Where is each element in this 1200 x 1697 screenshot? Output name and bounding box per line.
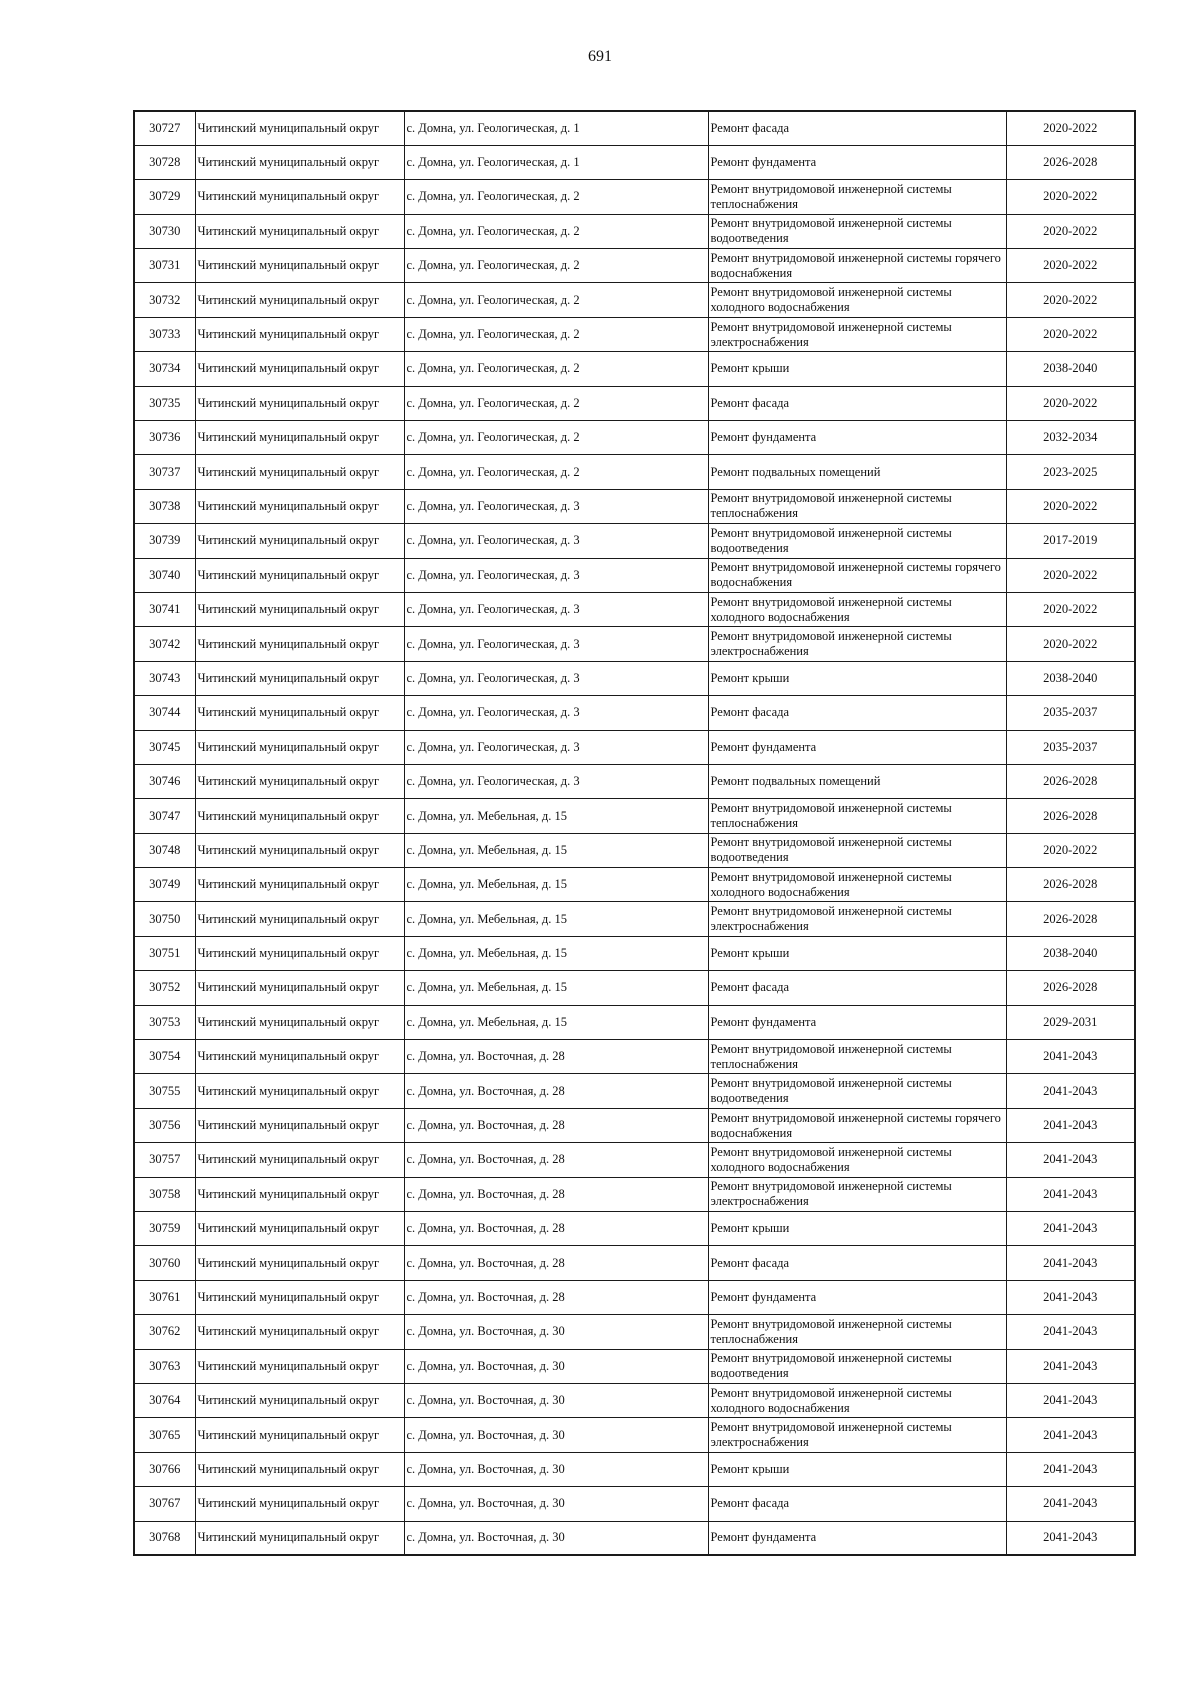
work-type-cell: Ремонт фасада xyxy=(708,1487,1006,1521)
work-type-cell: Ремонт внутридомовой инженерной системы холодного водоснабжения xyxy=(708,283,1006,317)
district-cell: Читинский муниципальный округ xyxy=(195,180,404,214)
row-number-cell: 30751 xyxy=(134,936,195,970)
address-cell: с. Домна, ул. Геологическая, д. 2 xyxy=(404,214,708,248)
work-type-cell: Ремонт фасада xyxy=(708,1246,1006,1280)
period-cell: 2020-2022 xyxy=(1006,249,1135,283)
row-number-cell: 30757 xyxy=(134,1143,195,1177)
work-type-cell: Ремонт фундамента xyxy=(708,421,1006,455)
address-cell: с. Домна, ул. Восточная, д. 28 xyxy=(404,1143,708,1177)
period-cell: 2038-2040 xyxy=(1006,661,1135,695)
period-cell: 2020-2022 xyxy=(1006,317,1135,351)
work-type-cell: Ремонт внутридомовой инженерной системы теплоснабжения xyxy=(708,1315,1006,1349)
work-type-cell: Ремонт фасада xyxy=(708,696,1006,730)
address-cell: с. Домна, ул. Мебельная, д. 15 xyxy=(404,971,708,1005)
table-row xyxy=(134,1177,1135,1211)
district-cell: Читинский муниципальный округ xyxy=(195,936,404,970)
work-type-cell: Ремонт внутридомовой инженерной системы водоотведения xyxy=(708,1349,1006,1383)
address-cell: с. Домна, ул. Геологическая, д. 2 xyxy=(404,180,708,214)
address-cell: с. Домна, ул. Восточная, д. 30 xyxy=(404,1452,708,1486)
period-cell: 2035-2037 xyxy=(1006,696,1135,730)
table-row xyxy=(134,317,1135,351)
table-row xyxy=(134,971,1135,1005)
row-number-cell: 30736 xyxy=(134,421,195,455)
period-cell: 2020-2022 xyxy=(1006,180,1135,214)
row-number-cell: 30765 xyxy=(134,1418,195,1452)
row-number-cell: 30753 xyxy=(134,1005,195,1039)
address-cell: с. Домна, ул. Геологическая, д. 1 xyxy=(404,145,708,179)
row-number-cell: 30735 xyxy=(134,386,195,420)
period-cell: 2041-2043 xyxy=(1006,1108,1135,1142)
row-number-cell: 30738 xyxy=(134,489,195,523)
row-number-cell: 30746 xyxy=(134,764,195,798)
period-cell: 2041-2043 xyxy=(1006,1280,1135,1314)
address-cell: с. Домна, ул. Геологическая, д. 2 xyxy=(404,317,708,351)
district-cell: Читинский муниципальный округ xyxy=(195,1521,404,1555)
table-row xyxy=(134,1487,1135,1521)
table-row xyxy=(134,1143,1135,1177)
district-cell: Читинский муниципальный округ xyxy=(195,421,404,455)
work-type-cell: Ремонт внутридомовой инженерной системы теплоснабжения xyxy=(708,180,1006,214)
row-number-cell: 30727 xyxy=(134,111,195,145)
period-cell: 2041-2043 xyxy=(1006,1349,1135,1383)
period-cell: 2041-2043 xyxy=(1006,1487,1135,1521)
district-cell: Читинский муниципальный округ xyxy=(195,1246,404,1280)
period-cell: 2041-2043 xyxy=(1006,1315,1135,1349)
address-cell: с. Домна, ул. Восточная, д. 28 xyxy=(404,1212,708,1246)
row-number-cell: 30741 xyxy=(134,592,195,626)
row-number-cell: 30755 xyxy=(134,1074,195,1108)
district-cell: Читинский муниципальный округ xyxy=(195,1418,404,1452)
district-cell: Читинский муниципальный округ xyxy=(195,1108,404,1142)
row-number-cell: 30731 xyxy=(134,249,195,283)
period-cell: 2041-2043 xyxy=(1006,1246,1135,1280)
work-type-cell: Ремонт внутридомовой инженерной системы электроснабжения xyxy=(708,1418,1006,1452)
work-type-cell: Ремонт внутридомовой инженерной системы горячего водоснабжения xyxy=(708,1108,1006,1142)
work-type-cell: Ремонт внутридомовой инженерной системы теплоснабжения xyxy=(708,799,1006,833)
district-cell: Читинский муниципальный округ xyxy=(195,696,404,730)
district-cell: Читинский муниципальный округ xyxy=(195,627,404,661)
table-row xyxy=(134,1315,1135,1349)
row-number-cell: 30742 xyxy=(134,627,195,661)
table-row xyxy=(134,352,1135,386)
work-type-cell: Ремонт фундамента xyxy=(708,730,1006,764)
row-number-cell: 30733 xyxy=(134,317,195,351)
district-cell: Читинский муниципальный округ xyxy=(195,1315,404,1349)
address-cell: с. Домна, ул. Геологическая, д. 3 xyxy=(404,524,708,558)
district-cell: Читинский муниципальный округ xyxy=(195,1074,404,1108)
address-cell: с. Домна, ул. Геологическая, д. 3 xyxy=(404,592,708,626)
table-row xyxy=(134,592,1135,626)
table-row xyxy=(134,902,1135,936)
table-row xyxy=(134,421,1135,455)
table-row xyxy=(134,1005,1135,1039)
row-number-cell: 30761 xyxy=(134,1280,195,1314)
row-number-cell: 30730 xyxy=(134,214,195,248)
work-type-cell: Ремонт внутридомовой инженерной системы теплоснабжения xyxy=(708,489,1006,523)
work-type-cell: Ремонт внутридомовой инженерной системы холодного водоснабжения xyxy=(708,868,1006,902)
table-row xyxy=(134,1521,1135,1555)
work-type-cell: Ремонт фундамента xyxy=(708,1005,1006,1039)
row-number-cell: 30760 xyxy=(134,1246,195,1280)
repair-schedule-table xyxy=(133,110,1136,1556)
period-cell: 2020-2022 xyxy=(1006,627,1135,661)
table-row xyxy=(134,111,1135,145)
table-row xyxy=(134,386,1135,420)
row-number-cell: 30749 xyxy=(134,868,195,902)
address-cell: с. Домна, ул. Геологическая, д. 3 xyxy=(404,730,708,764)
table-row xyxy=(134,696,1135,730)
period-cell: 2041-2043 xyxy=(1006,1383,1135,1417)
table-row xyxy=(134,249,1135,283)
address-cell: с. Домна, ул. Восточная, д. 28 xyxy=(404,1074,708,1108)
table-row xyxy=(134,1452,1135,1486)
period-cell: 2041-2043 xyxy=(1006,1074,1135,1108)
work-type-cell: Ремонт крыши xyxy=(708,936,1006,970)
row-number-cell: 30744 xyxy=(134,696,195,730)
work-type-cell: Ремонт крыши xyxy=(708,1212,1006,1246)
table-row xyxy=(134,1349,1135,1383)
table-row xyxy=(134,180,1135,214)
work-type-cell: Ремонт внутридомовой инженерной системы электроснабжения xyxy=(708,1177,1006,1211)
period-cell: 2020-2022 xyxy=(1006,592,1135,626)
period-cell: 2020-2022 xyxy=(1006,111,1135,145)
address-cell: с. Домна, ул. Геологическая, д. 3 xyxy=(404,661,708,695)
address-cell: с. Домна, ул. Восточная, д. 28 xyxy=(404,1280,708,1314)
period-cell: 2041-2043 xyxy=(1006,1521,1135,1555)
table-row xyxy=(134,1108,1135,1142)
table-row xyxy=(134,558,1135,592)
row-number-cell: 30752 xyxy=(134,971,195,1005)
district-cell: Читинский муниципальный округ xyxy=(195,661,404,695)
row-number-cell: 30728 xyxy=(134,145,195,179)
address-cell: с. Домна, ул. Восточная, д. 28 xyxy=(404,1108,708,1142)
district-cell: Читинский муниципальный округ xyxy=(195,455,404,489)
address-cell: с. Домна, ул. Геологическая, д. 2 xyxy=(404,249,708,283)
work-type-cell: Ремонт внутридомовой инженерной системы электроснабжения xyxy=(708,627,1006,661)
work-type-cell: Ремонт крыши xyxy=(708,661,1006,695)
address-cell: с. Домна, ул. Геологическая, д. 3 xyxy=(404,764,708,798)
period-cell: 2020-2022 xyxy=(1006,489,1135,523)
work-type-cell: Ремонт внутридомовой инженерной системы горячего водоснабжения xyxy=(708,249,1006,283)
table-row xyxy=(134,730,1135,764)
table-body xyxy=(134,111,1135,1555)
row-number-cell: 30767 xyxy=(134,1487,195,1521)
address-cell: с. Домна, ул. Мебельная, д. 15 xyxy=(404,902,708,936)
work-type-cell: Ремонт фундамента xyxy=(708,1280,1006,1314)
period-cell: 2020-2022 xyxy=(1006,833,1135,867)
work-type-cell: Ремонт внутридомовой инженерной системы холодного водоснабжения xyxy=(708,592,1006,626)
row-number-cell: 30768 xyxy=(134,1521,195,1555)
row-number-cell: 30763 xyxy=(134,1349,195,1383)
table-row xyxy=(134,661,1135,695)
address-cell: с. Домна, ул. Мебельная, д. 15 xyxy=(404,868,708,902)
work-type-cell: Ремонт фундамента xyxy=(708,1521,1006,1555)
address-cell: с. Домна, ул. Восточная, д. 30 xyxy=(404,1315,708,1349)
work-type-cell: Ремонт внутридомовой инженерной системы горячего водоснабжения xyxy=(708,558,1006,592)
address-cell: с. Домна, ул. Мебельная, д. 15 xyxy=(404,833,708,867)
period-cell: 2038-2040 xyxy=(1006,936,1135,970)
district-cell: Читинский муниципальный округ xyxy=(195,1143,404,1177)
table-row xyxy=(134,1280,1135,1314)
table-row xyxy=(134,455,1135,489)
table-row xyxy=(134,1246,1135,1280)
row-number-cell: 30734 xyxy=(134,352,195,386)
table-row xyxy=(134,936,1135,970)
address-cell: с. Домна, ул. Восточная, д. 30 xyxy=(404,1487,708,1521)
address-cell: с. Домна, ул. Восточная, д. 30 xyxy=(404,1349,708,1383)
period-cell: 2041-2043 xyxy=(1006,1418,1135,1452)
district-cell: Читинский муниципальный округ xyxy=(195,489,404,523)
row-number-cell: 30754 xyxy=(134,1040,195,1074)
district-cell: Читинский муниципальный округ xyxy=(195,386,404,420)
address-cell: с. Домна, ул. Геологическая, д. 2 xyxy=(404,352,708,386)
period-cell: 2041-2043 xyxy=(1006,1212,1135,1246)
district-cell: Читинский муниципальный округ xyxy=(195,317,404,351)
table-row xyxy=(134,1212,1135,1246)
period-cell: 2020-2022 xyxy=(1006,558,1135,592)
work-type-cell: Ремонт внутридомовой инженерной системы водоотведения xyxy=(708,1074,1006,1108)
row-number-cell: 30758 xyxy=(134,1177,195,1211)
district-cell: Читинский муниципальный округ xyxy=(195,1005,404,1039)
table-row xyxy=(134,283,1135,317)
period-cell: 2041-2043 xyxy=(1006,1452,1135,1486)
district-cell: Читинский муниципальный округ xyxy=(195,1040,404,1074)
district-cell: Читинский муниципальный округ xyxy=(195,111,404,145)
district-cell: Читинский муниципальный округ xyxy=(195,214,404,248)
work-type-cell: Ремонт внутридомовой инженерной системы водоотведения xyxy=(708,524,1006,558)
table-row xyxy=(134,214,1135,248)
district-cell: Читинский муниципальный округ xyxy=(195,145,404,179)
table-row xyxy=(134,1383,1135,1417)
row-number-cell: 30764 xyxy=(134,1383,195,1417)
period-cell: 2020-2022 xyxy=(1006,283,1135,317)
work-type-cell: Ремонт внутридомовой инженерной системы водоотведения xyxy=(708,214,1006,248)
table-row xyxy=(134,145,1135,179)
district-cell: Читинский муниципальный округ xyxy=(195,764,404,798)
page-number: 691 xyxy=(588,48,612,65)
address-cell: с. Домна, ул. Геологическая, д. 3 xyxy=(404,558,708,592)
table-row xyxy=(134,799,1135,833)
table-row xyxy=(134,627,1135,661)
district-cell: Читинский муниципальный округ xyxy=(195,971,404,1005)
district-cell: Читинский муниципальный округ xyxy=(195,249,404,283)
row-number-cell: 30729 xyxy=(134,180,195,214)
district-cell: Читинский муниципальный округ xyxy=(195,1177,404,1211)
period-cell: 2026-2028 xyxy=(1006,145,1135,179)
row-number-cell: 30750 xyxy=(134,902,195,936)
address-cell: с. Домна, ул. Геологическая, д. 2 xyxy=(404,455,708,489)
row-number-cell: 30732 xyxy=(134,283,195,317)
address-cell: с. Домна, ул. Мебельная, д. 15 xyxy=(404,799,708,833)
district-cell: Читинский муниципальный округ xyxy=(195,592,404,626)
address-cell: с. Домна, ул. Геологическая, д. 1 xyxy=(404,111,708,145)
district-cell: Читинский муниципальный округ xyxy=(195,799,404,833)
district-cell: Читинский муниципальный округ xyxy=(195,1280,404,1314)
row-number-cell: 30737 xyxy=(134,455,195,489)
row-number-cell: 30739 xyxy=(134,524,195,558)
address-cell: с. Домна, ул. Геологическая, д. 2 xyxy=(404,421,708,455)
table-row xyxy=(134,524,1135,558)
district-cell: Читинский муниципальный округ xyxy=(195,868,404,902)
period-cell: 2041-2043 xyxy=(1006,1040,1135,1074)
work-type-cell: Ремонт фасада xyxy=(708,111,1006,145)
table-row xyxy=(134,764,1135,798)
period-cell: 2023-2025 xyxy=(1006,455,1135,489)
table-row xyxy=(134,1040,1135,1074)
address-cell: с. Домна, ул. Восточная, д. 30 xyxy=(404,1418,708,1452)
district-cell: Читинский муниципальный округ xyxy=(195,1212,404,1246)
period-cell: 2032-2034 xyxy=(1006,421,1135,455)
work-type-cell: Ремонт подвальных помещений xyxy=(708,764,1006,798)
work-type-cell: Ремонт внутридомовой инженерной системы холодного водоснабжения xyxy=(708,1383,1006,1417)
period-cell: 2026-2028 xyxy=(1006,764,1135,798)
row-number-cell: 30762 xyxy=(134,1315,195,1349)
period-cell: 2026-2028 xyxy=(1006,799,1135,833)
row-number-cell: 30756 xyxy=(134,1108,195,1142)
district-cell: Читинский муниципальный округ xyxy=(195,1383,404,1417)
period-cell: 2020-2022 xyxy=(1006,386,1135,420)
work-type-cell: Ремонт фундамента xyxy=(708,145,1006,179)
district-cell: Читинский муниципальный округ xyxy=(195,1452,404,1486)
district-cell: Читинский муниципальный округ xyxy=(195,1487,404,1521)
address-cell: с. Домна, ул. Геологическая, д. 3 xyxy=(404,696,708,730)
row-number-cell: 30745 xyxy=(134,730,195,764)
address-cell: с. Домна, ул. Восточная, д. 30 xyxy=(404,1383,708,1417)
period-cell: 2017-2019 xyxy=(1006,524,1135,558)
district-cell: Читинский муниципальный округ xyxy=(195,283,404,317)
period-cell: 2041-2043 xyxy=(1006,1177,1135,1211)
district-cell: Читинский муниципальный округ xyxy=(195,902,404,936)
address-cell: с. Домна, ул. Геологическая, д. 2 xyxy=(404,386,708,420)
district-cell: Читинский муниципальный округ xyxy=(195,352,404,386)
district-cell: Читинский муниципальный округ xyxy=(195,833,404,867)
work-type-cell: Ремонт крыши xyxy=(708,352,1006,386)
period-cell: 2035-2037 xyxy=(1006,730,1135,764)
work-type-cell: Ремонт внутридомовой инженерной системы холодного водоснабжения xyxy=(708,1143,1006,1177)
table-row xyxy=(134,833,1135,867)
period-cell: 2041-2043 xyxy=(1006,1143,1135,1177)
work-type-cell: Ремонт крыши xyxy=(708,1452,1006,1486)
table-row xyxy=(134,489,1135,523)
row-number-cell: 30759 xyxy=(134,1212,195,1246)
work-type-cell: Ремонт внутридомовой инженерной системы водоотведения xyxy=(708,833,1006,867)
address-cell: с. Домна, ул. Геологическая, д. 3 xyxy=(404,489,708,523)
district-cell: Читинский муниципальный округ xyxy=(195,730,404,764)
row-number-cell: 30747 xyxy=(134,799,195,833)
address-cell: с. Домна, ул. Восточная, д. 30 xyxy=(404,1521,708,1555)
district-cell: Читинский муниципальный округ xyxy=(195,524,404,558)
period-cell: 2026-2028 xyxy=(1006,902,1135,936)
address-cell: с. Домна, ул. Мебельная, д. 15 xyxy=(404,1005,708,1039)
row-number-cell: 30766 xyxy=(134,1452,195,1486)
work-type-cell: Ремонт внутридомовой инженерной системы электроснабжения xyxy=(708,902,1006,936)
row-number-cell: 30743 xyxy=(134,661,195,695)
table-row xyxy=(134,1074,1135,1108)
work-type-cell: Ремонт внутридомовой инженерной системы электроснабжения xyxy=(708,317,1006,351)
address-cell: с. Домна, ул. Мебельная, д. 15 xyxy=(404,936,708,970)
work-type-cell: Ремонт внутридомовой инженерной системы теплоснабжения xyxy=(708,1040,1006,1074)
period-cell: 2026-2028 xyxy=(1006,971,1135,1005)
district-cell: Читинский муниципальный округ xyxy=(195,558,404,592)
row-number-cell: 30748 xyxy=(134,833,195,867)
address-cell: с. Домна, ул. Восточная, д. 28 xyxy=(404,1040,708,1074)
address-cell: с. Домна, ул. Геологическая, д. 2 xyxy=(404,283,708,317)
address-cell: с. Домна, ул. Восточная, д. 28 xyxy=(404,1246,708,1280)
period-cell: 2020-2022 xyxy=(1006,214,1135,248)
table-row xyxy=(134,868,1135,902)
period-cell: 2038-2040 xyxy=(1006,352,1135,386)
district-cell: Читинский муниципальный округ xyxy=(195,1349,404,1383)
work-type-cell: Ремонт фасада xyxy=(708,386,1006,420)
table-row xyxy=(134,1418,1135,1452)
row-number-cell: 30740 xyxy=(134,558,195,592)
period-cell: 2026-2028 xyxy=(1006,868,1135,902)
period-cell: 2029-2031 xyxy=(1006,1005,1135,1039)
address-cell: с. Домна, ул. Геологическая, д. 3 xyxy=(404,627,708,661)
work-type-cell: Ремонт фасада xyxy=(708,971,1006,1005)
work-type-cell: Ремонт подвальных помещений xyxy=(708,455,1006,489)
address-cell: с. Домна, ул. Восточная, д. 28 xyxy=(404,1177,708,1211)
